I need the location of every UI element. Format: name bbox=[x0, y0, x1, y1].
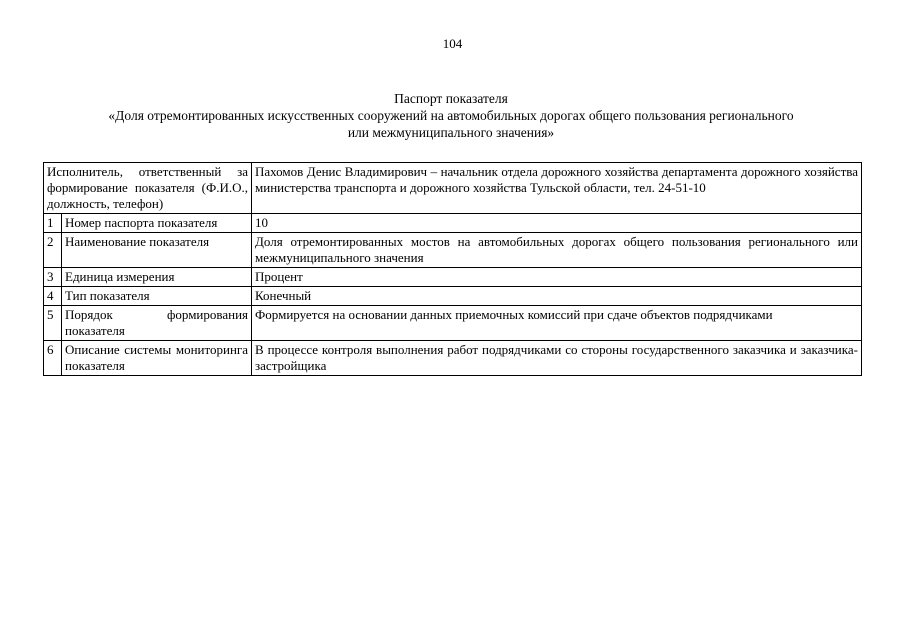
row-number: 3 bbox=[44, 268, 62, 287]
row-label: Номер паспорта показателя bbox=[62, 214, 252, 233]
table-row bbox=[44, 287, 862, 306]
table-row-responsible bbox=[44, 163, 862, 214]
row-label: Тип показателя bbox=[62, 287, 252, 306]
document-title bbox=[40, 90, 862, 141]
row-number: 4 bbox=[44, 287, 62, 306]
responsible-value: Пахомов Денис Владимирович – начальник отдела дорожного хозяйства департамента дорожного хозяйства министерства транспорта и дорожного хозяйства Тульской области, тел. 24-51-10 bbox=[252, 163, 862, 214]
row-value: 10 bbox=[252, 214, 862, 233]
row-number: 1 bbox=[44, 214, 62, 233]
table-row bbox=[44, 233, 862, 268]
table-row bbox=[44, 341, 862, 376]
table-row bbox=[44, 214, 862, 233]
title-line-3: или межмуниципального значения» bbox=[347, 125, 555, 140]
responsible-label: Исполнитель, ответственный за формирование показателя (Ф.И.О., должность, телефон) bbox=[44, 163, 252, 214]
row-value: Формируется на основании данных приемочных комиссий при сдаче объектов подрядчиками bbox=[252, 306, 862, 341]
row-label: Порядок формирования показателя bbox=[62, 306, 252, 341]
row-value: Процент bbox=[252, 268, 862, 287]
table-row bbox=[44, 306, 862, 341]
row-label: Единица измерения bbox=[62, 268, 252, 287]
row-number: 5 bbox=[44, 306, 62, 341]
row-number: 2 bbox=[44, 233, 62, 268]
row-value: В процессе контроля выполнения работ подрядчиками со стороны государственного заказчика и заказчика-застройщика bbox=[252, 341, 862, 376]
row-value: Конечный bbox=[252, 287, 862, 306]
page-number: 104 bbox=[442, 36, 463, 51]
title-line-2: «Доля отремонтированных искусственных сооружений на автомобильных дорогах общего пользования регионального bbox=[108, 108, 794, 123]
row-label: Описание системы мониторинга показателя bbox=[62, 341, 252, 376]
row-label: Наименование показателя bbox=[62, 233, 252, 268]
table-row bbox=[44, 268, 862, 287]
row-value: Доля отремонтированных мостов на автомобильных дорогах общего пользования регионального или межмуниципального значения bbox=[252, 233, 862, 268]
row-number: 6 bbox=[44, 341, 62, 376]
passport-table bbox=[43, 162, 862, 376]
title-line-1: Паспорт показателя bbox=[394, 91, 508, 106]
